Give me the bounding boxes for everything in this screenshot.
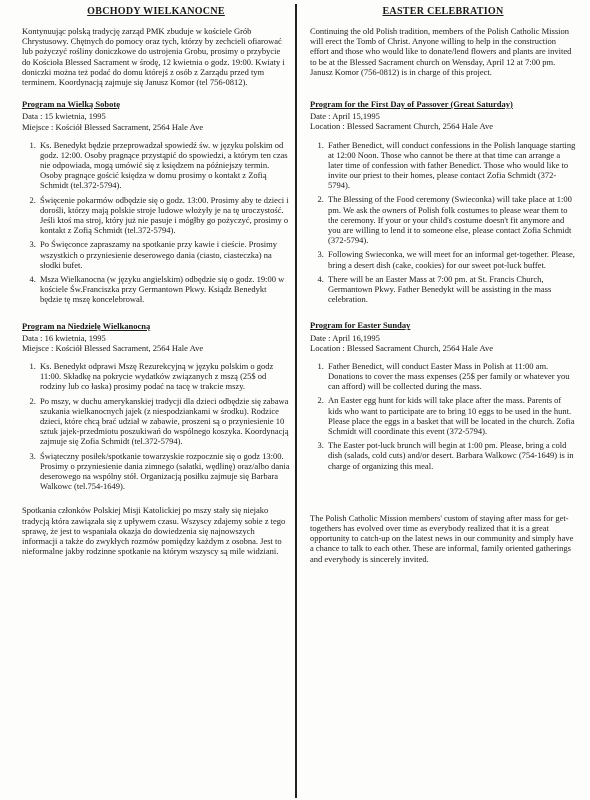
- list-item: 4. There will be an Easter Mass at 7:00 pm. at St. Francis Church, Germantown Pkwy. Father Benedykt will be assisting in the mass celebration.: [326, 274, 576, 305]
- list-item: 2. Po mszy, w duchu amerykanskiej tradycji dla dzieci odbędzie się zabawa szukania wielkanocnych jajek (z niespodziankami w środku). Rodzice dzieci, które chcą brać udział w zabawie, proszeni są o przyniesienie 10 sztuk jajek-przedmiotu poszukiwań do wspólnego koszyka. Koordynacją zajmuje się Zofia Schmidt (tel.372-5794).: [38, 396, 290, 447]
- list-item: 3. Świąteczny posiłek/spotkanie towarzyskie rozpocznie się o godz 13:00. Prosimy o przyniesienie dania zimnego (sałatki, wędlinę) oraz/albo dania deserowego na wspólny stół. Organizacją posiłku zajmuje się Barbara Walkowc (tel.754-1649).: [38, 451, 290, 492]
- list-item: 2. An Easter egg hunt for kids will take place after the mass. Parents of kids who want to participate are to bring 10 eggs to be used in the hunt. Please place the eggs in a basket that will be located in the church. Zofia Schmidt will coordinate this event (372-5794).: [326, 395, 576, 436]
- column-divider: [295, 4, 297, 798]
- list-item: 2. Święcenie pokarmów odbędzie się o godz. 13:00. Prosimy aby te dzieci i dorośli, którzy mają polskie stroje ludowe włożyły je na tę uroczystość. Jeśli ktoś ma stroj, który już nie pasuje i mógłby go pożyczyć, prosimy o kontakt z Zofią Schmidt (tel.372-5794).: [38, 195, 290, 236]
- polish-saturday-heading: Program na Wielką Sobotę: [22, 99, 120, 110]
- english-intro: Continuing the old Polish tradition, members of the Polish Catholic Mission will erect the Tomb of Christ. Anyone willing to help in the construction effort and those who would like to donate/lend flowers and plants are invited to be at the Blessed Sacrament church on Wensday, April 12 at 7:00 pm. Janusz Komor (756-0812) is in charge of this project.: [310, 26, 572, 77]
- polish-title: OBCHODY WIELKANOCNE: [87, 6, 225, 17]
- english-saturday-heading: Program for the First Day of Passover (Great Saturday): [310, 98, 513, 109]
- english-closing: The Polish Catholic Mission members' custom of staying after mass for get-togethers has evolved over time as everybody realized that it is a great opportunity to catch-up on the latest news in our community and simply have a chance to talk to each other. These are informal, family oriented gatherings and everybody is sincerely invited.: [310, 512, 574, 564]
- list-item: 3. Po Święconce zapraszamy na spotkanie przy kawie i cieście. Prosimy wszystkich o przyniesienie deserowego dania (ciasto, ciasteczka) na słodki bufet.: [38, 239, 290, 270]
- english-title: EASTER CELEBRATION: [382, 6, 504, 17]
- polish-intro: Kontynuując polską tradycję zarząd PMK zbuduje w kościele Grób Chrystusowy. Chętnych do pomocy oraz tych, którzy by zechcieli ofiarować lub pożyczyć rośliny doniczkowe do ustrojenia Grobu, prosimy o przybycie do Kościoła Blessed Sacrament w środę, 12 kwietnia o godz. 19:00. Kwiaty i doniczki można też podać do domu którejś z osób z Zarządu przed tym terminem. Koordynacją zajmuje się Janusz Komor (tel 756-0812).: [22, 26, 285, 87]
- polish-column: [22, 6, 290, 566]
- list-item: 4. Msza Wielkanocna (w języku angielskim) odbędzie się o godz. 19:00 w kościele Św.Franciszka przy Germantown Pkwy. Ksiądz Benedykt będzie tę mszę koncelebrował.: [38, 274, 290, 305]
- english-saturday-date: Date : April 15,1995: [310, 111, 380, 122]
- polish-saturday-place: Miejsce : Kościół Blessed Sacrament, 2564 Hale Ave: [22, 121, 204, 132]
- list-item: 1. Father Benedict, will conduct Easter Mass in Polish at 11:00 am. Donations to cover the mass expenses (25$ per family or whatever you can afford) will be collected during the mass.: [326, 361, 576, 392]
- english-sunday-list: [310, 361, 576, 471]
- polish-sunday-heading: Program na Niedzielę Wielkanocną: [22, 320, 151, 331]
- polish-closing: Spotkania członków Polskiej Misji Katolickiej po mszy stały się niejako tradycją która zawiązała się z upływem czasu. Wszyscy zdajemy sobie z tego sprawę, że jest to wspaniała okazja do dowiedzenia się najnowszych informacji a także do zwykłych rozmów pomiędzy każdym z osobna. Jest to nieformalne jakby rodzinne spotkanie na którym wszyscy są mile widziani.: [22, 505, 286, 557]
- polish-sunday-list: [22, 361, 290, 491]
- english-sunday-heading: Program for Easter Sunday: [310, 320, 411, 331]
- polish-sunday-place: Miejsce : Kościół Blessed Sacrament, 2564 Hale Ave: [22, 342, 204, 353]
- list-item: 3. Following Swieconka, we will meet for an informal get-together. Please, bring a desert dish (cake, cookies) for our sweet pot-luck buffet.: [326, 249, 576, 269]
- english-saturday-place: Location : Blessed Sacrament Church, 2564 Hale Ave: [310, 121, 494, 132]
- english-sunday-place: Location : Blessed Sacrament Church, 2564 Hale Ave: [310, 342, 494, 353]
- list-item: 1. Ks. Benedykt będzie przeprowadzał spowiedź św. w języku polskim od godz. 12:00. Osoby pragnące przystąpić do spowiedzi, a którym ten czas nie odpowiada, mogą umówić się z księdzem na późniejszy termin. Osoby pragnące gościć księdza w domu prosimy o kontakt z Zofią Schmidt (tel.372-5794).: [38, 140, 290, 191]
- list-item: 2. The Blessing of the Food ceremony (Swieconka) will take place at 1:00 pm. We ask the owners of Polish folk costumes to please wear them to the ceremony. If your or your child's costume doesn't fit anymore and you are willing to lend it to someone else, please contact Zofia Schmidt (372-5794).: [326, 194, 576, 245]
- polish-saturday-date: Data : 15 kwietnia, 1995: [22, 111, 106, 122]
- english-column: [310, 6, 576, 574]
- english-sunday-date: Date : April 16,1995: [310, 332, 380, 343]
- polish-saturday-list: [22, 140, 290, 305]
- english-saturday-list: [310, 140, 576, 305]
- list-item: 1. Father Benedict, will conduct confessions in the Polish lanquage starting at 12:00 Noon. Those who cannot be there at that time can arrange a later time of confession with father Benedict. Those who would like to invite our priest to their homes, please contact Zofia Schmidt (372-5794).: [326, 140, 576, 191]
- list-item: 1. Ks. Benedykt odprawi Mszę Rezurekcyjną w języku polskim o godz 11:00. Składkę na pokrycie wydatków związanych z mszą (25$ od rodziny lub co łaska) prosimy podać na tacę w trakcie mszy.: [38, 361, 290, 392]
- list-item: 3. The Easter pot-luck brunch will begin at 1:00 pm. Please, bring a cold dish (salads, cold cuts) and/or desert. Barbara Walkowc (754-1649) is in charge of organizing this meal.: [326, 440, 576, 471]
- polish-sunday-date: Data : 16 kwietnia, 1995: [22, 332, 106, 343]
